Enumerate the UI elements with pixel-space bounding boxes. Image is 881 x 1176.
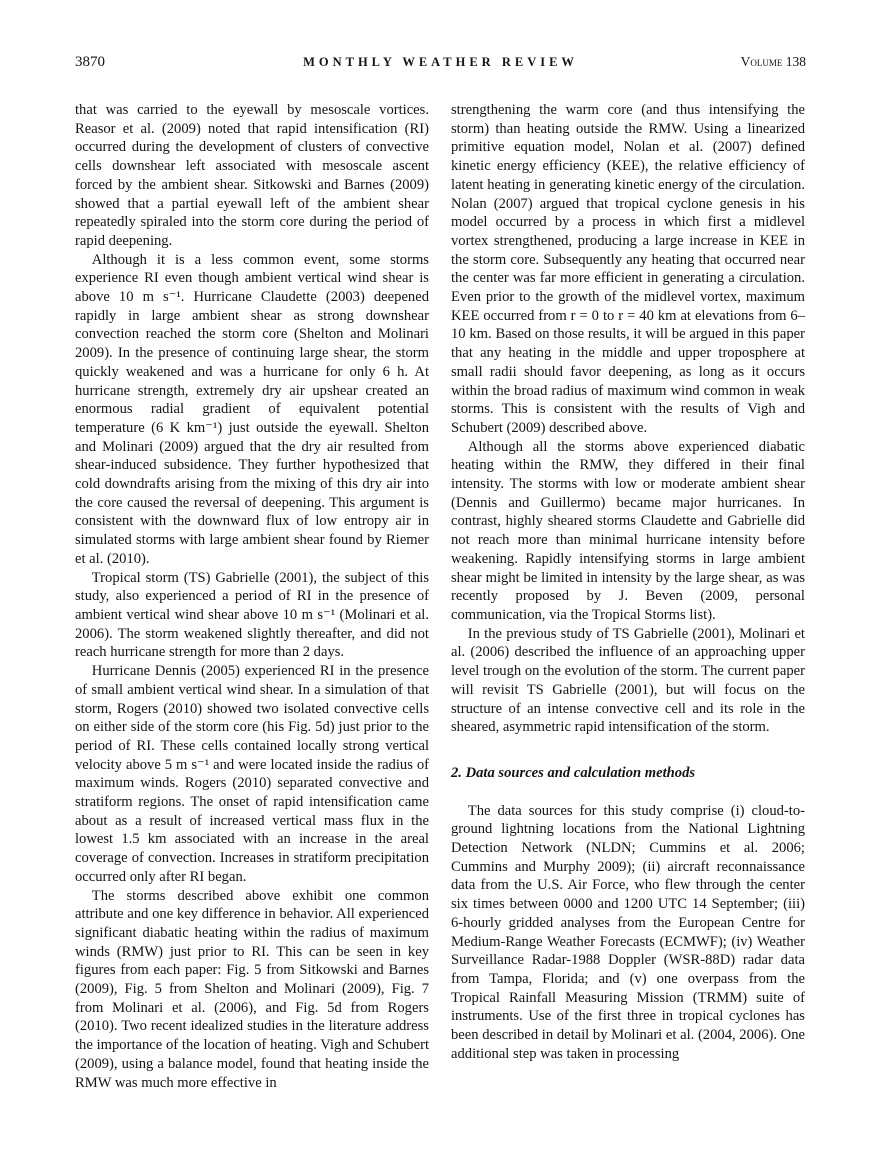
journal-title: MONTHLY WEATHER REVIEW (303, 55, 578, 69)
section-heading: 2. Data sources and calculation methods (451, 764, 696, 781)
left-column (75, 101, 429, 1092)
paragraph: Although all the storms above experienced diabatic heating within the RMW, they differed in their final intensity. The storms with low or moderate ambient shear (Dennis and Guillermo) became major hurricanes. In contrast, highly sheared storms Claudette and Gabrielle did not reach more than minimal hurricane intensity before weakening. Rapidly intensifying storms in large ambient shear might be limited in intensity by the large shear, as was recently proposed by J. Beven (2009, personal communication, via the Tropical Storms list). (451, 438, 805, 623)
paragraph: Although it is a less common event, some storms experience RI even though ambient vertical wind shear is above 10 m s⁻¹. Hurricane Claudette (2003) deepened rapidly in large ambient shear as strong downshear convection reached the storm core (Shelton and Molinari 2009). In the presence of continuing large shear, the storm quickly weakened and was a hurricane for only 6 h. At hurricane strength, extremely dry air upshear created an enormous radial gradient of equivalent potential temperature (6 K km⁻¹) just outside the eyewall. Shelton and Molinari (2009) argued that the dry air resulted from shear-induced subsidence. They further hypothesized that cold downdrafts arising from the mixing of this dry air into the core caused the reversal of deepening. This argument is consistent with the downward flux of low entropy air in simulated storms with large ambient shear found by Riemer et al. (2010). (75, 251, 429, 567)
paragraph: Tropical storm (TS) Gabrielle (2001), the subject of this study, also experienced a period of RI in the presence of ambient vertical wind shear above 10 m s⁻¹ (Molinari et al. 2006). The storm weakened slightly thereafter, and did not reach hurricane strength for more than 2 days. (75, 569, 429, 661)
paragraph: The data sources for this study comprise (i) cloud-to-ground lightning locations from the National Lightning Detection Network (NLDN; Cummins et al. 2006; Cummins and Murphy 2009); (ii) aircraft reconnaissance data from the U.S. Air Force, who flew through the center six times between 0000 and 1200 UTC 14 September; (iii) 6-hourly gridded analyses from the European Centre for Medium-Range Weather Forecasts (ECMWF); (iv) Weather Surveillance Radar-1988 Doppler (WSR-88D) radar data from Tampa, Florida; and (v) one overpass from the Tropical Rainfall Measuring Mission (TRMM) suite of instruments. Use of the first three in tropical cyclones has been described in detail by Molinari et al. (2004, 2006). One additional step was taken in processing (451, 802, 805, 1062)
paragraph: The storms described above exhibit one common attribute and one key difference in behavior. All experienced significant diabatic heating within the radius of maximum winds (RMW) just prior to RI. This can be seen in key figures from each paper: Fig. 5 from Sitkowski and Barnes (2009), Fig. 5 from Shelton and Molinari (2009), Fig. 7 from Molinari et al. (2006), and Fig. 5d from Rogers (2010). Two recent idealized studies in the literature address the importance of the location of heating. Vigh and Schubert (2009), using a balance model, found that heating inside the RMW was much more effective in (75, 887, 429, 1091)
paragraph: Hurricane Dennis (2005) experienced RI in the presence of small ambient vertical wind shear. In a simulation of that storm, Rogers (2010) showed two isolated convective cells on either side of the storm core (his Fig. 5d) just prior to the period of RI. These cells contained locally strong vertical velocity above 5 m s⁻¹ and were located inside the radius of maximum winds. Rogers (2010) separated convective and stratiform regions. The onset of rapid intensification came about as a result of increased vertical mass flux in the lowest 1.5 km associated with an increase in the areal coverage of convection. Increases in stratiform precipitation occurred only after RI began. (75, 663, 429, 885)
right-column (451, 101, 805, 1092)
paragraph: that was carried to the eyewall by mesoscale vortices. Reasor et al. (2009) noted that rapid intensification (RI) occurred during the development of clusters of convective cells downshear left associated with mesoscale ascent forced by the ambient shear. Sitkowski and Barnes (2009) showed that a partial eyewall left of the ambient shear repeatedly spiraled into the storm core during the period of rapid deepening. (75, 102, 429, 249)
volume-label: Volume 138 (740, 54, 806, 69)
two-column-body (75, 101, 806, 1092)
running-head (75, 54, 806, 71)
paragraph: strengthening the warm core (and thus intensifying the storm) than heating outside the RMW. Using a linearized primitive equation model, Nolan et al. (2007) defined kinetic energy efficiency (KEE), the relative efficiency of latent heating in generating kinetic energy of the circulation. Nolan (2007) argued that tropical cyclone genesis in his model occurred by a process in which first a midlevel vortex strengthened, producing a large increase in KEE in the storm core. Subsequently any heating that occurred near the center was far more efficient in generating a circulation. Even prior to the growth of the midlevel vortex, maximum KEE occurred from r = 0 to r = 40 km at elevations from 6–10 km. Based on those results, it will be argued in this paper that any heating in the middle and upper troposphere at small radii should favor deepening, as long as it occurs within the broad radius of maximum wind common in weak storms. This is consistent with the results of Vigh and Schubert (2009) described above. (451, 102, 805, 436)
page-number: 3870 (75, 54, 105, 70)
paragraph: In the previous study of TS Gabrielle (2001), Molinari et al. (2006) described the influence of an approaching upper level trough on the evolution of the storm. The current paper will revisit TS Gabrielle (2001), but will focus on the structure of an intense convective cell and its role in the sheared, asymmetric rapid intensification of the storm. (451, 625, 805, 736)
